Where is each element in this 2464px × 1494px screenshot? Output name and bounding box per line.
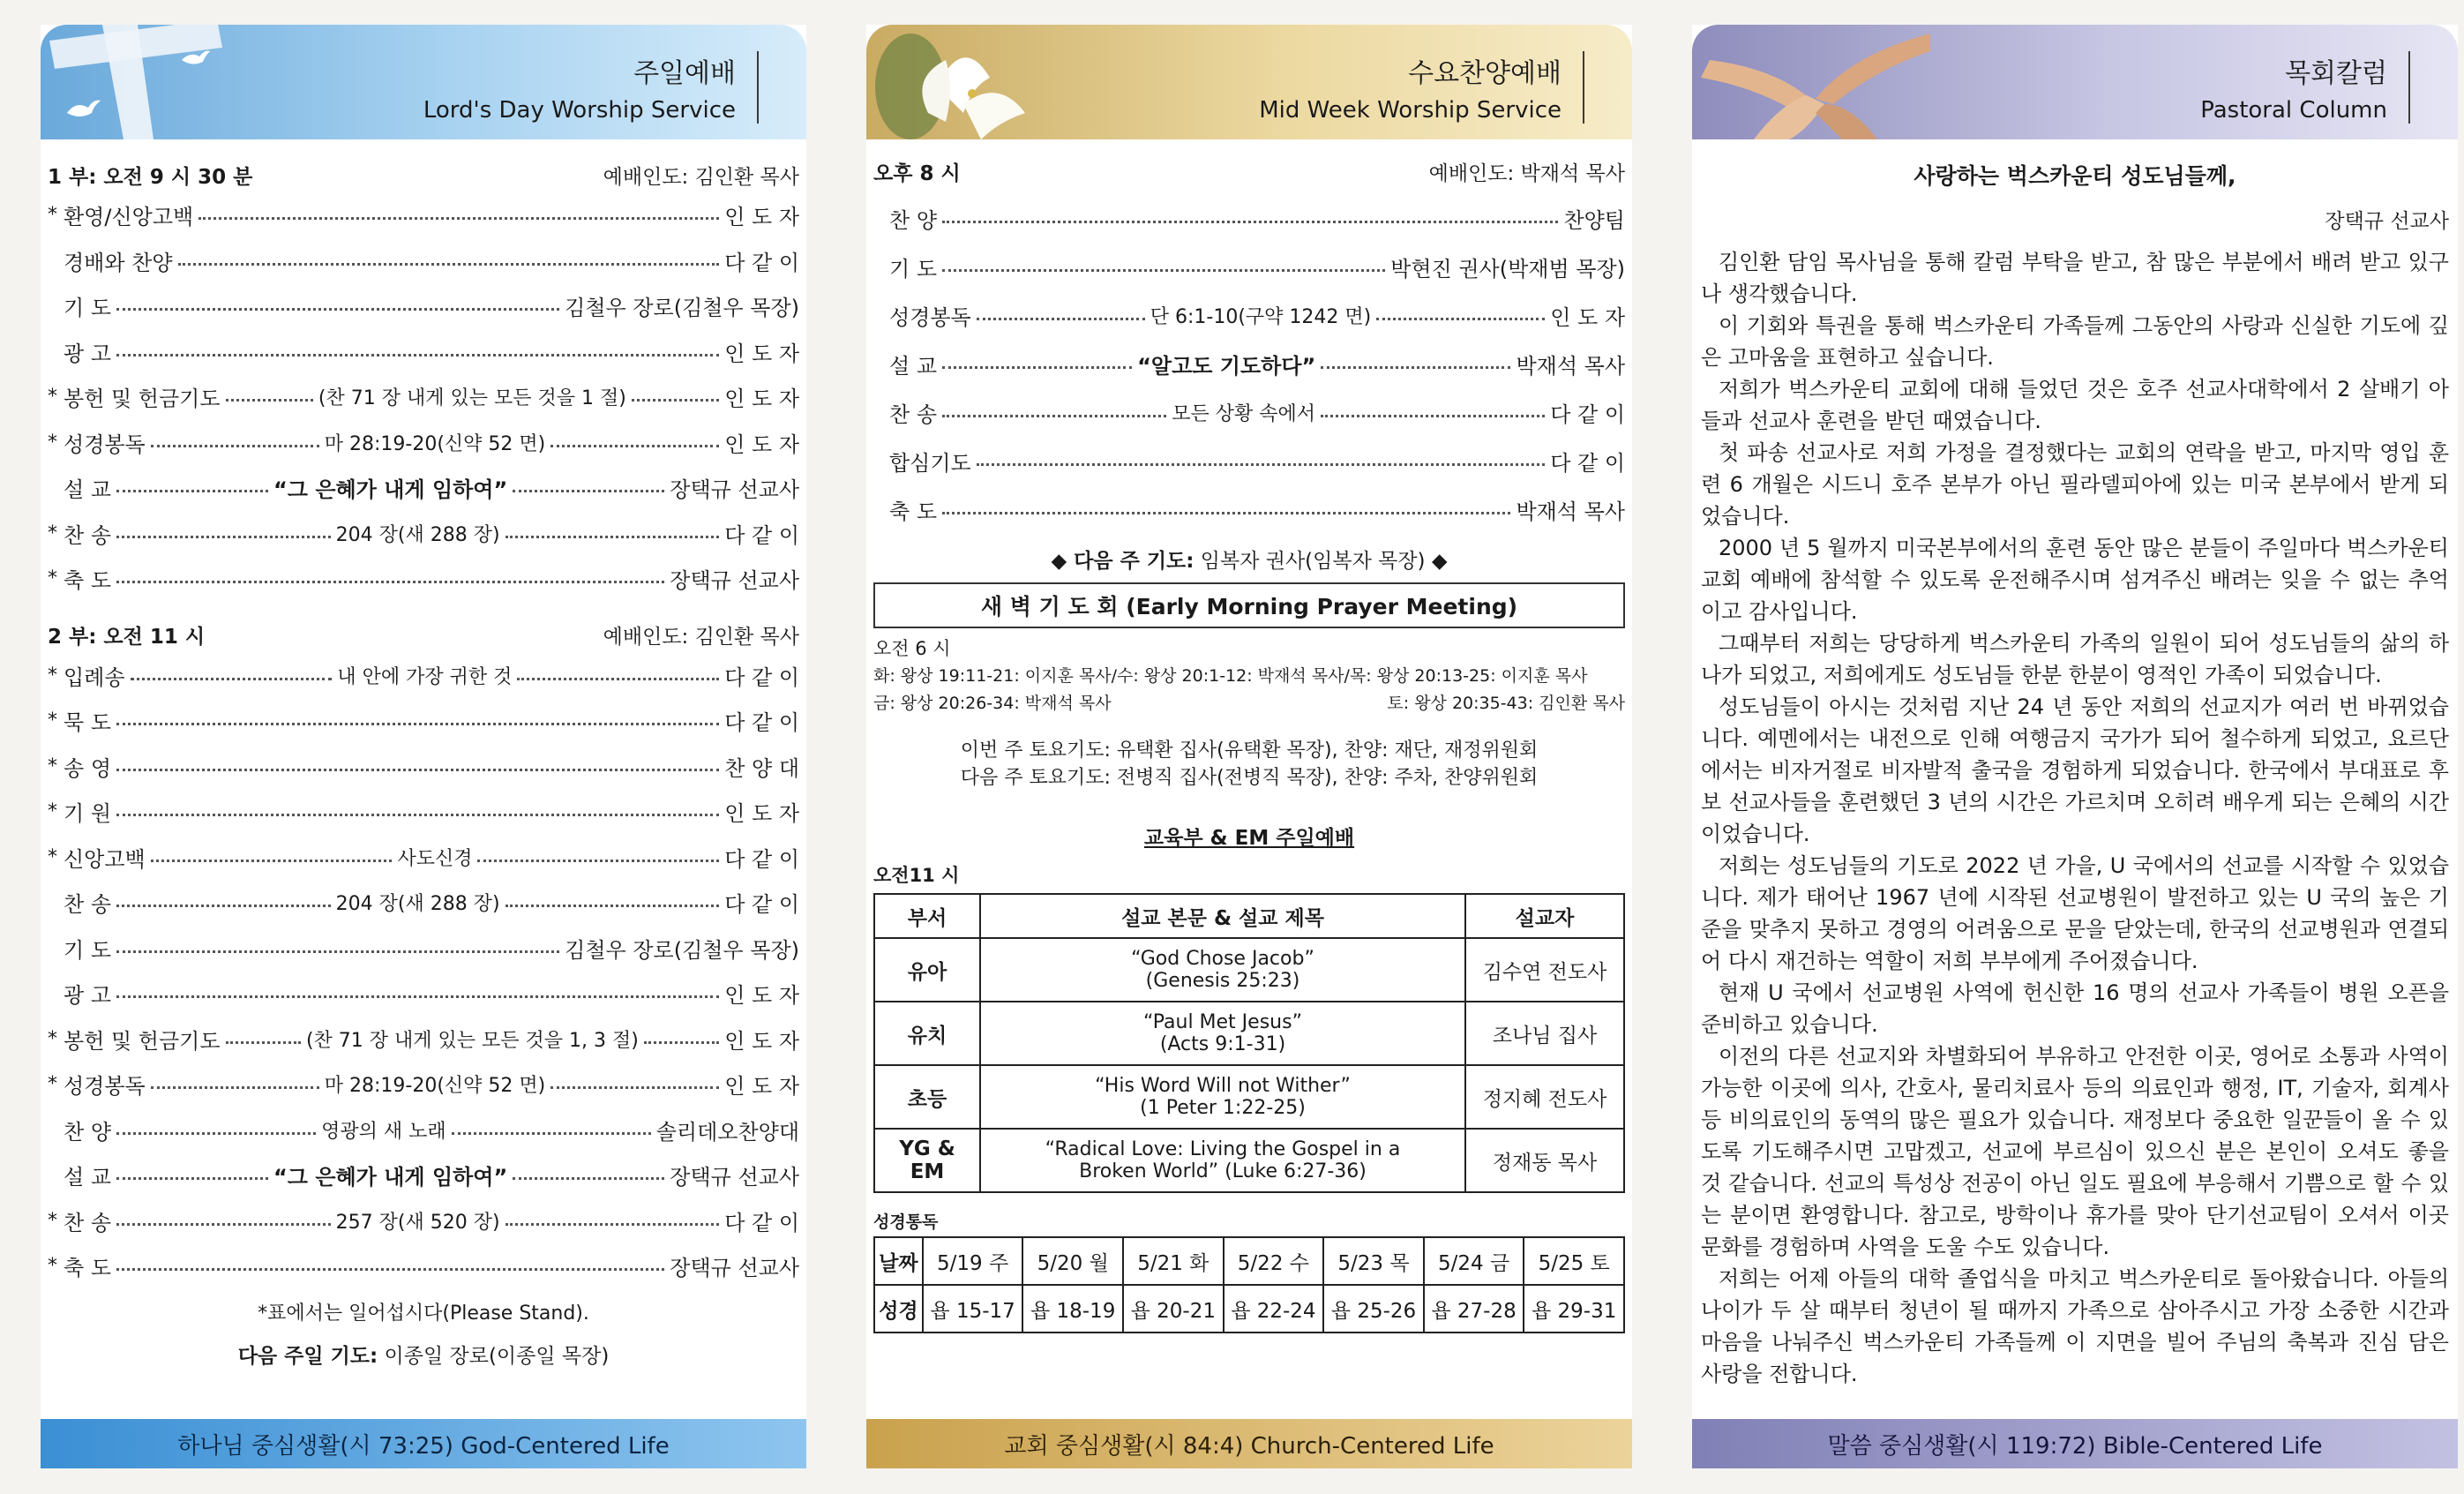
order-detail: 257 장(새 520 장) [335, 1211, 500, 1234]
order-person: 장택규 선교사 [670, 477, 800, 503]
midweek-time: 오후 8 시 [873, 161, 961, 185]
reading-text: 욥 27-28 [1424, 1285, 1524, 1333]
edu-dept: 유치 [874, 1002, 980, 1065]
edu-sermon [980, 938, 1465, 1002]
order-detail: 마 28:19-20(신약 52 면) [324, 432, 546, 455]
stand-marker: * [48, 567, 57, 590]
sermon-line2: Broken World” (Luke 6:27-36) [1079, 1160, 1367, 1182]
sunday-title-ko: 주일예배 [633, 58, 736, 89]
leader-dots [116, 950, 559, 953]
order-person: 다 같 이 [724, 710, 799, 736]
leader-dots [506, 1223, 720, 1226]
sermon-line1: “His Word Will not Wither” [1095, 1075, 1351, 1097]
second-service-time: 2 부: 오전 11 시 [48, 626, 206, 649]
column-paragraph: 이전의 다른 선교지와 차별화되어 부유하고 안전한 이곳, 영어로 소통과 사역이 가능한 이곳에 의사, 간호사, 물리치료사 등의 의료인과 행정, IT, 기술자, 회계사 등 비의료인의 동역의 많은 필요가 있습니다. 재정보다 중요한 일꾼들이 올 수 있도록 기도해주시면 고맙겠고, 선교에 부르심이 있으신 분은 본인이 오셔도 좋을 것 같습니다. 선교의 특성상 전공이 아닌 일도 필요에 부응해서 기쁨으로 할 수 있는 분이면 환영합니다. 참고로, 방학이나 휴가를 맞아 단기선교팀이 오셔서 이곳 문화를 경험하며 사역을 도울 수도 있습니다. [1701, 1044, 2449, 1259]
column-paragraph: 저희는 성도님들의 기도로 2022 년 가을, U 국에서의 선교를 시작할 수 있었습니다. 제가 태어난 1967 년에 시작된 선교병원이 발전하고 있는 U 국의 높은 기준을 맞추지 못하고 경영의 어려움으로 문을 닫았는데, 한국의 선교병원과 연결되어 다시 재건하는 역할이 저희 부부에게 주어졌습니다. [1701, 853, 2449, 973]
order-detail: (찬 71 장 내게 있는 모든 것을 1 절) [318, 387, 626, 410]
sunday-footer: 하나님 중심생활(시 73:25) God-Centered Life [41, 1419, 806, 1468]
reading-text: 욥 15-17 [923, 1285, 1023, 1333]
next-prayer-value: 이종일 장로(이종일 목장) [384, 1344, 610, 1368]
leader-dots [550, 1086, 719, 1089]
column-paragraph: 그때부터 저희는 당당하게 벅스카운티 가족의 일원이 되어 성도님들의 삶의 하나가 되었고, 저희에게도 성도님들 한분 한분이 영적인 가족이 되었습니다. [1701, 631, 2449, 687]
column-body [1701, 246, 2449, 1390]
leader-dots [116, 1177, 268, 1180]
edu-preacher: 조나님 집사 [1465, 1002, 1624, 1065]
order-person: 박재석 목사 [1516, 499, 1625, 524]
stand-marker: * [48, 522, 57, 544]
order-item [48, 1243, 799, 1289]
sunday-next-prayer [48, 1340, 799, 1369]
order-detail: 영광의 새 노래 [321, 1120, 446, 1143]
edu-title: 교육부 & EM 주일예배 [1143, 827, 1355, 850]
leader-dots [116, 723, 719, 725]
sunday-worship-panel [41, 25, 806, 1468]
order-item [873, 243, 1625, 291]
order-item [48, 374, 799, 420]
order-person: 다 같 이 [724, 522, 800, 548]
leader-dots [977, 318, 1145, 320]
edu-dept: 유아 [874, 938, 980, 1002]
leader-dots [116, 1268, 664, 1271]
column-paragraph: 저희가 벅스카운티 교회에 대해 들었던 것은 호주 선교사대학에서 2 살배기 아들과 선교사 훈련을 받던 때였습니다. [1701, 377, 2449, 433]
order-item [873, 388, 1625, 437]
leader-dots [226, 399, 313, 402]
reading-date-row [874, 1237, 1624, 1285]
header-divider [1583, 51, 1584, 124]
dawn-saturday: 토: 왕상 20:35-43: 김인환 목사 [1387, 694, 1625, 713]
pastoral-content [1701, 159, 2449, 1390]
leader-dots [977, 463, 1545, 466]
midweek-title-ko: 수요찬양예배 [1408, 58, 1562, 89]
leader-dots [942, 221, 1558, 223]
midweek-service-order [873, 194, 1625, 534]
order-person: 인 도 자 [724, 801, 799, 827]
order-person: 다 같 이 [724, 892, 800, 918]
order-detail: 내 안에 가장 귀한 것 [337, 665, 513, 688]
first-service-leader: 예배인도: 김인환 목사 [603, 165, 799, 189]
order-person: 다 같 이 [724, 846, 800, 872]
reading-title: 성경통독 [873, 1212, 939, 1232]
column-paragraph: 저희는 어제 아들의 대학 졸업식을 마치고 벅스카운티로 돌아왔습니다. 아들의 나이가 두 살 때부터 청년이 될 때까지 가족으로 삼아주시고 가장 소중한 시간과 마음을 나눠주신 벅스카운티 가족들께 이 지면을 빌어 주님의 축복과 진심 담은 사랑을 전합니다. [1701, 1266, 2449, 1386]
order-person: 김철우 장로(김철우 목장) [565, 937, 799, 963]
reading-date: 5/19 주 [923, 1237, 1023, 1285]
order-person: 인 도 자 [724, 983, 799, 1009]
table-row [874, 1129, 1624, 1192]
leader-dots [116, 354, 719, 357]
sermon-line2: (Acts 9:1-31) [1159, 1033, 1286, 1055]
order-label: 찬 송 [889, 402, 937, 427]
edu-preacher: 김수연 전도사 [1465, 938, 1624, 1002]
column-paragraph: 첫 파송 선교사로 저희 가정을 결정했다는 교회의 연락을 받고, 마지막 영입 훈련 6 개월은 시드니 호주 본부가 아닌 필라델피아에 있는 미국 본부에서 받게 되었습니다. [1701, 440, 2449, 529]
sermon-line2: (1 Peter 1:22-25) [1140, 1097, 1306, 1119]
order-item [48, 789, 799, 835]
saturday-prayer-this-week: 이번 주 토요기도: 유택환 집사(유택환 목장), 찬양: 재단, 재정위원회 [960, 739, 1539, 762]
order-label: 성경봉독 [889, 305, 971, 330]
stand-marker: * [48, 1209, 57, 1232]
order-item [48, 511, 799, 557]
next-prayer-label: 다음 주일 기도: [237, 1344, 378, 1368]
sermon-line2: (Genesis 25:23) [1145, 970, 1300, 992]
reading-date-label: 날짜 [874, 1237, 923, 1285]
order-item [48, 465, 799, 511]
leader-dots [116, 308, 559, 311]
dawn-time: 오전 6 시 [873, 638, 951, 659]
order-item [873, 194, 1625, 243]
dawn-schedule-line1: 화: 왕상 19:11-21: 이지훈 목사/수: 왕상 20:1-12: 박재석 목사/목: 왕상 20:13-25: 이지훈 목사 [873, 666, 1588, 686]
order-person: 김철우 장로(김철우 목장) [565, 296, 799, 321]
order-label: 합심기도 [889, 451, 971, 476]
leader-dots [1376, 318, 1545, 320]
reading-text: 욥 20-21 [1123, 1285, 1224, 1333]
order-label: 찬 송 [64, 1210, 111, 1235]
order-label: 송 영 [64, 755, 111, 781]
order-label: 찬 양 [889, 208, 937, 233]
leader-dots [116, 1132, 316, 1135]
stand-marker: * [48, 755, 57, 777]
leader-dots [116, 814, 719, 816]
order-item [48, 420, 799, 466]
order-label: 봉헌 및 헌금기도 [64, 1028, 221, 1054]
column-author: 장택규 선교사 [2325, 210, 2449, 233]
order-label: 찬 양 [64, 1119, 111, 1145]
order-item [48, 971, 799, 1017]
midweek-footer: 교회 중심생활(시 84:4) Church-Centered Life [866, 1419, 1632, 1468]
leader-dots [198, 217, 719, 220]
order-label: 축 도 [64, 568, 111, 594]
pastoral-title-ko: 목회칼럼 [2285, 58, 2387, 89]
order-item [48, 238, 799, 284]
order-person: 장택규 선교사 [670, 1165, 800, 1190]
pastoral-header [1692, 25, 2458, 139]
pastoral-panel [1692, 25, 2458, 1468]
joined-hands-icon [1701, 25, 1930, 139]
midweek-title-en: Mid Week Worship Service [1259, 97, 1562, 124]
midweek-header [866, 25, 1632, 139]
edu-header-preacher: 설교자 [1465, 894, 1624, 938]
sermon-line1: “Radical Love: Living the Gospel in a [1045, 1138, 1401, 1160]
sermon-line1: “Paul Met Jesus” [1143, 1011, 1302, 1033]
order-detail: 모든 상황 속에서 [1172, 403, 1315, 425]
order-label: 환영/신앙고백 [64, 205, 194, 230]
order-detail: “그 은혜가 내게 임하여” [273, 1165, 508, 1190]
leader-dots [131, 678, 333, 680]
order-item [48, 835, 799, 881]
order-item [48, 329, 799, 375]
order-item [48, 1152, 799, 1198]
midweek-panel [866, 25, 1632, 1468]
leader-dots [116, 536, 331, 538]
order-person: 솔리데오찬양대 [655, 1119, 800, 1145]
order-label: 입례송 [64, 664, 125, 690]
leader-dots [550, 445, 719, 447]
sunday-title-en: Lord's Day Worship Service [423, 97, 736, 124]
column-paragraph: 성도님들이 아시는 것처럼 지난 24 년 동안 저희의 선교지가 여러 번 바뀌었습니다. 예멘에서는 내전으로 인해 여행금지 국가가 되어 철수하게 되었고, 요르단에서는 비자거절로 비자발적 출국을 경험하게 되었습니다. 한국에서 부대표로 후보 선교사들을 훈련했던 3 년의 시간은 가르치며 오히려 배우게 되는 은혜의 시간이었습니다. [1701, 694, 2449, 846]
order-label: 묵 도 [64, 710, 111, 736]
stand-marker: * [48, 431, 57, 454]
order-item [873, 437, 1625, 485]
edu-sermon [980, 1129, 1465, 1192]
table-row [874, 1065, 1624, 1129]
reading-date: 5/22 수 [1224, 1237, 1324, 1285]
reading-date: 5/24 금 [1424, 1237, 1524, 1285]
edu-table [873, 893, 1625, 1193]
order-detail: 204 장(새 288 장) [335, 523, 500, 546]
second-service-order [48, 653, 799, 1289]
order-person: 다 같 이 [1550, 402, 1626, 427]
order-label: 성경봉독 [64, 1074, 146, 1100]
edu-sermon [980, 1002, 1465, 1065]
order-label: 축 도 [64, 1256, 111, 1281]
leader-dots [116, 995, 719, 998]
leader-dots [506, 536, 720, 538]
order-label: 신앙고백 [64, 846, 146, 872]
header-divider [2408, 51, 2410, 124]
first-service-head [48, 157, 799, 192]
reading-text-label: 성경 [874, 1285, 923, 1333]
leader-dots [1321, 415, 1545, 417]
edu-preacher: 정지혜 전도사 [1465, 1065, 1624, 1129]
edu-time: 오전11 시 [873, 865, 960, 886]
order-item [48, 192, 799, 238]
leader-dots [942, 269, 1385, 272]
order-item [48, 744, 799, 790]
order-person: 인 도 자 [724, 1028, 799, 1054]
order-person: 장택규 선교사 [670, 568, 799, 594]
dawn-prayer-title: 새 벽 기 도 회 (Early Morning Prayer Meeting) [873, 582, 1625, 628]
order-person: 찬 양 대 [724, 755, 799, 781]
stand-marker: * [48, 1027, 57, 1050]
saturday-prayer-next-week: 다음 주 토요기도: 전병직 집사(전병직 목장), 찬양: 주차, 찬양위원회 [960, 767, 1539, 789]
pastoral-title-en: Pastoral Column [2200, 97, 2387, 124]
leader-dots [116, 490, 268, 492]
leader-dots [513, 490, 664, 492]
leader-dots [226, 1041, 301, 1044]
stand-marker: * [48, 845, 57, 868]
midweek-next-prayer-label: ◆ 다음 주 기도: [1051, 550, 1195, 573]
order-item [48, 653, 799, 699]
order-item [48, 1107, 799, 1153]
order-label: 설 교 [889, 354, 937, 379]
midweek-next-prayer-value: 임복자 권사(임복자 목장) ◆ [1200, 550, 1448, 573]
stand-marker: * [48, 800, 57, 823]
order-person: 인 도 자 [724, 341, 799, 366]
order-detail: 마 28:19-20(신약 52 면) [324, 1075, 546, 1098]
reading-date: 5/21 화 [1123, 1237, 1224, 1285]
stand-marker: * [48, 709, 57, 732]
order-item [48, 1062, 799, 1107]
table-row [874, 938, 1624, 1002]
sermon-line1: “God Chose Jacob” [1131, 948, 1314, 970]
leader-dots [477, 860, 719, 862]
order-person: 인 도 자 [1550, 305, 1626, 330]
stand-marker: * [48, 1255, 57, 1278]
leader-dots [151, 445, 319, 447]
edu-sermon [980, 1065, 1465, 1129]
order-label: 경배와 찬양 [64, 250, 173, 275]
column-paragraph: 김인환 담임 목사님을 통해 칼럼 부탁을 받고, 참 많은 부분에서 배려 받고 있구나 생각했습니다. [1701, 250, 2449, 306]
lily-flower-icon [875, 25, 1060, 139]
order-item [48, 283, 799, 329]
order-label: 광 고 [64, 341, 111, 366]
dawn-friday: 금: 왕상 20:26-34: 박재석 목사 [873, 694, 1112, 713]
column-paragraph: 2000 년 5 월까지 미국본부에서의 훈련 동안 많은 분들이 주일마다 벅스카운티 교회 예배에 참석할 수 있도록 운전해주시며 섬겨주신 배려는 잊을 수 없는 추억이고 감사입니다. [1701, 536, 2449, 624]
second-service-head [48, 618, 799, 653]
reading-date: 5/20 월 [1022, 1237, 1123, 1285]
first-service-order [48, 192, 799, 602]
order-label: 광 고 [64, 983, 111, 1009]
order-item [48, 698, 799, 744]
header-divider [757, 51, 759, 124]
edu-dept: YG & EM [874, 1129, 980, 1192]
order-person: 인 도 자 [724, 432, 800, 457]
order-item [48, 880, 799, 926]
sunday-header [41, 25, 806, 139]
sunday-content [48, 157, 799, 1369]
order-person: 찬양팀 [1563, 208, 1625, 233]
order-label: 기 원 [64, 801, 111, 827]
leader-dots [644, 1041, 719, 1044]
order-item [48, 1017, 799, 1062]
leader-dots [506, 905, 720, 907]
order-label: 기 도 [889, 257, 937, 282]
order-label: 축 도 [889, 499, 937, 524]
order-person: 다 같 이 [724, 664, 799, 690]
leader-dots [1321, 366, 1510, 369]
reading-date: 5/23 목 [1323, 1237, 1424, 1285]
midweek-content [873, 154, 1625, 1333]
order-item [873, 485, 1625, 534]
leader-dots [116, 581, 664, 583]
order-person: 인 도 자 [724, 1074, 800, 1100]
order-person: 박현진 권사(박재범 목장) [1390, 257, 1625, 282]
stand-marker: * [48, 204, 57, 227]
order-label: 기 도 [64, 937, 111, 963]
edu-header-dept: 부서 [874, 894, 980, 938]
order-label: 봉헌 및 헌금기도 [64, 387, 221, 412]
leader-dots [116, 905, 331, 907]
order-label: 설 교 [64, 477, 111, 503]
order-item [48, 556, 799, 602]
leader-dots [151, 1086, 319, 1089]
stand-marker: * [48, 664, 57, 687]
dawn-schedule-line2 [873, 690, 1625, 717]
table-row [874, 1002, 1624, 1065]
midweek-service-head [873, 154, 1625, 189]
reading-text: 욥 29-31 [1524, 1285, 1624, 1333]
leader-dots [116, 769, 719, 771]
midweek-next-prayer [873, 544, 1625, 574]
order-detail: “그 은혜가 내게 임하여” [273, 477, 508, 503]
column-greeting: 사랑하는 벅스카운티 성도님들께, [1914, 163, 2236, 189]
leader-dots [942, 366, 1132, 369]
first-service-time: 1 부: 오전 9 시 30 분 [48, 165, 253, 189]
order-person: 박재석 목사 [1516, 354, 1626, 379]
order-person: 인 도 자 [724, 387, 799, 412]
order-detail: (찬 71 장 내게 있는 모든 것을 1, 3 절) [305, 1029, 639, 1052]
edu-header-sermon: 설교 본문 & 설교 제목 [980, 894, 1465, 938]
edu-table-header [874, 894, 1624, 938]
order-label: 기 도 [64, 296, 111, 321]
reading-date: 5/25 토 [1524, 1237, 1624, 1285]
order-person: 다 같 이 [724, 1210, 800, 1235]
reading-text: 욥 22-24 [1224, 1285, 1324, 1333]
leader-dots [151, 860, 393, 862]
leader-dots [942, 415, 1166, 417]
leader-dots [513, 1177, 664, 1180]
order-detail: “알고도 기도하다” [1137, 354, 1316, 379]
reading-table [873, 1236, 1625, 1333]
reading-text-row [874, 1285, 1624, 1333]
stand-marker: * [48, 386, 57, 409]
stand-marker: * [48, 1073, 57, 1096]
order-item [48, 926, 799, 972]
reading-text: 욥 25-26 [1323, 1285, 1424, 1333]
cross-dove-icon [49, 25, 235, 139]
edu-dept: 초등 [874, 1065, 980, 1129]
order-person: 장택규 선교사 [670, 1256, 799, 1281]
order-item [48, 1198, 799, 1244]
order-person: 인 도 자 [724, 205, 799, 230]
pastoral-footer: 말씀 중심생활(시 119:72) Bible-Centered Life [1692, 1419, 2458, 1468]
order-detail: 204 장(새 288 장) [335, 893, 500, 916]
order-detail: 사도신경 [397, 847, 473, 870]
leader-dots [517, 678, 719, 680]
edu-preacher: 정재동 목사 [1465, 1129, 1624, 1192]
stand-note: *표에서는 일어섭시다(Please Stand). [258, 1302, 589, 1325]
leader-dots [178, 263, 720, 266]
order-person: 다 같 이 [724, 250, 799, 275]
order-label: 찬 송 [64, 892, 111, 918]
order-label: 설 교 [64, 1165, 111, 1190]
leader-dots [632, 399, 719, 402]
reading-text: 욥 18-19 [1022, 1285, 1123, 1333]
order-detail: 단 6:1-10(구약 1242 면) [1150, 306, 1372, 328]
column-paragraph: 현재 U 국에서 선교병원 사역에 헌신한 16 명의 선교사 가족들이 병원 오픈을 준비하고 있습니다. [1701, 980, 2449, 1037]
order-item [873, 291, 1625, 340]
column-paragraph: 이 기회와 특권을 통해 벅스카운티 가족들께 그동안의 사랑과 신실한 기도에 깊은 고마움을 표현하고 싶습니다. [1701, 313, 2449, 370]
order-item [873, 340, 1625, 388]
order-person: 다 같 이 [1550, 451, 1625, 476]
leader-dots [942, 512, 1510, 514]
midweek-leader: 예배인도: 박재석 목사 [1428, 161, 1625, 185]
leader-dots [116, 1223, 331, 1226]
order-label: 성경봉독 [64, 432, 146, 457]
order-label: 찬 송 [64, 522, 111, 548]
second-service-leader: 예배인도: 김인환 목사 [603, 626, 799, 649]
leader-dots [452, 1132, 651, 1135]
